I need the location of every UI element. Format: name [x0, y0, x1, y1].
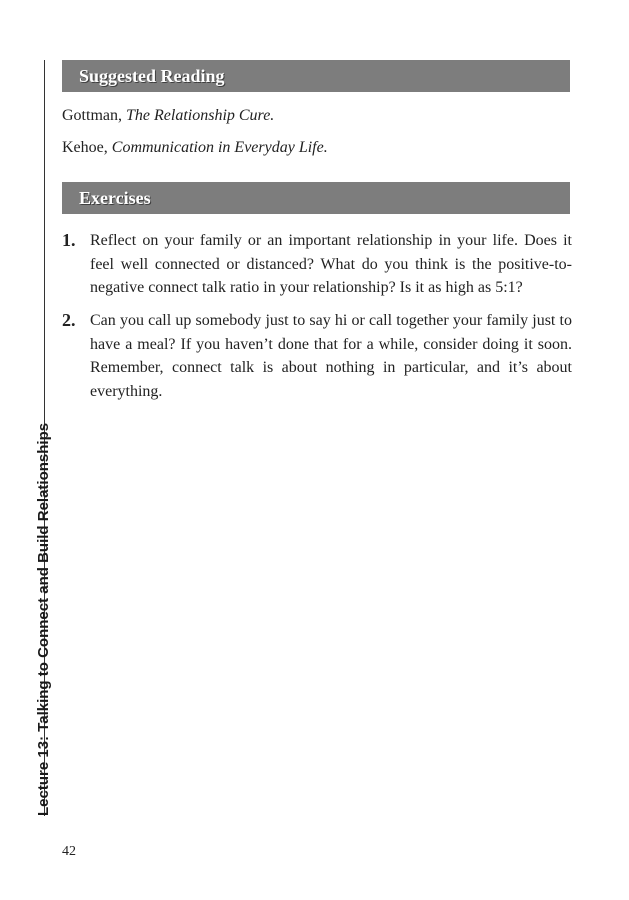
- reading-title: The Relationship Cure.: [126, 107, 275, 124]
- reading-entry: [62, 106, 274, 126]
- page-number: 42: [62, 844, 76, 859]
- exercise-text: Can you call up somebody just to say hi or call together your family just to have a meal? If you haven’t done that for a while, consider doing it soon. Remember, connect talk is about nothing in particular, and it’s about everything.: [90, 312, 572, 400]
- reading-entry: [62, 138, 328, 158]
- exercise-number: 1.: [62, 230, 76, 250]
- reading-author: Gottman,: [62, 107, 126, 124]
- reading-author: Kehoe,: [62, 139, 112, 156]
- exercise-text: Reflect on your family or an important relationship in your life. Does it feel well connected or distanced? What do you think is the positive-to-negative connect talk ratio in your relationship? Is it as high as 5:1?: [90, 232, 572, 296]
- exercises-header: [62, 182, 570, 214]
- exercise-number: 2.: [62, 310, 76, 330]
- suggested-reading-heading: Suggested Reading: [79, 66, 225, 86]
- exercise-item: [62, 229, 572, 300]
- running-lecture-title: Lecture 13: Talking to Connect and Build Relationships: [35, 422, 52, 816]
- suggested-reading-header: [62, 60, 570, 92]
- reading-title: Communication in Everyday Life.: [111, 139, 328, 156]
- exercises-heading: Exercises: [79, 188, 151, 208]
- exercise-item: [62, 309, 572, 403]
